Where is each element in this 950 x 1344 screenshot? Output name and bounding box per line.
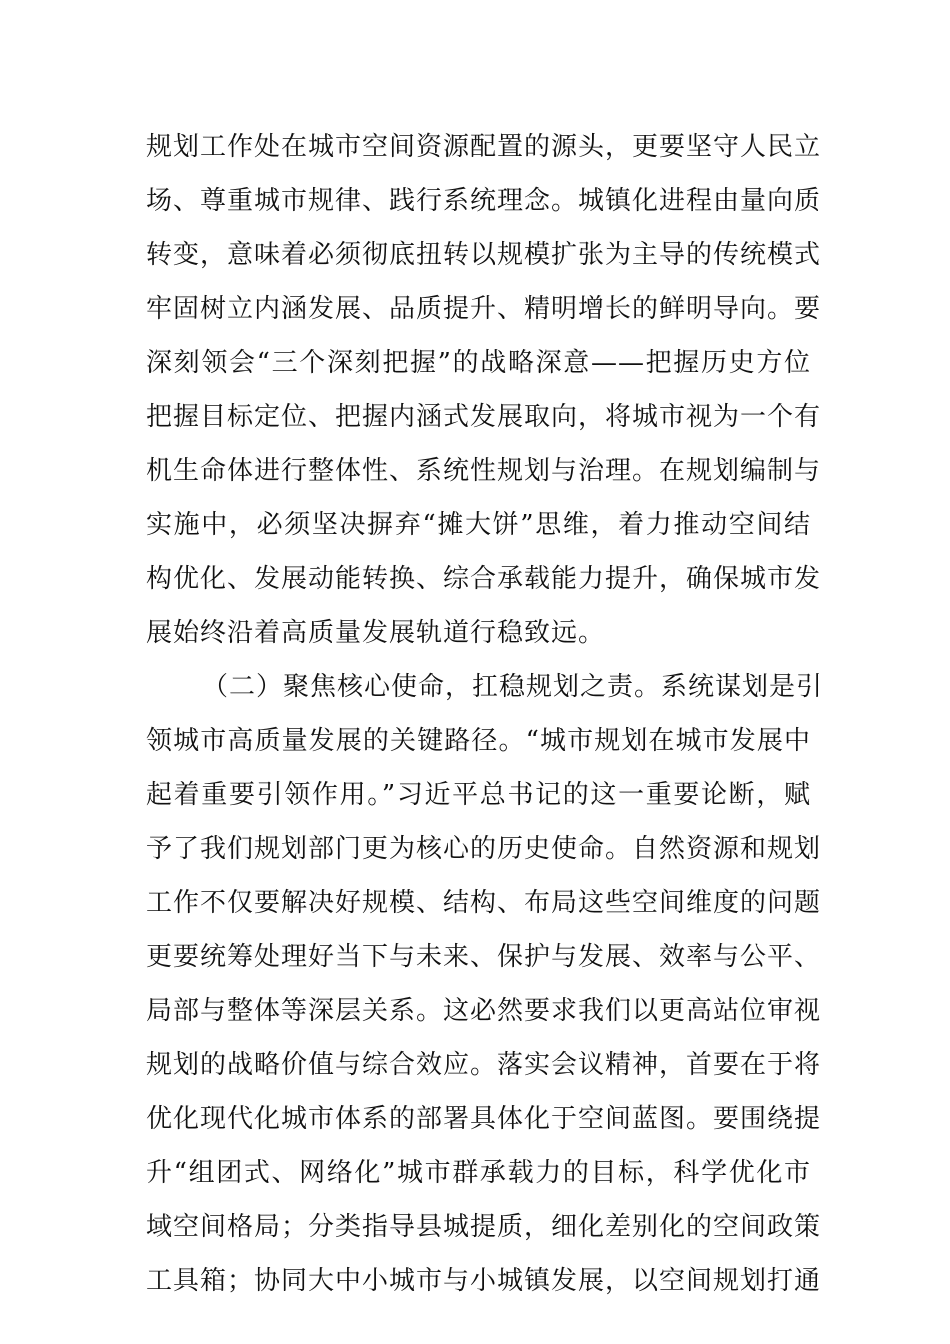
text-line: 构优化、发展动能转换、综合承载能力提升，确保城市发 bbox=[146, 564, 822, 594]
text-line: 场、尊重城市规律、践行系统理念。城镇化进程由量向质 bbox=[146, 186, 822, 216]
text-line: 领城市高质量发展的关键路径。“城市规划在城市发展中 bbox=[146, 726, 811, 756]
text-line: 优化现代化城市体系的部署具体化于空间蓝图。要围绕提 bbox=[146, 1104, 822, 1134]
text-line: 深刻领会“三个深刻把握”的战略深意——把握历史方位 bbox=[146, 348, 811, 378]
text-line: 域空间格局；分类指导县城提质，细化差别化的空间政策 bbox=[146, 1212, 822, 1242]
text-line: 规划工作处在城市空间资源配置的源头，更要坚守人民立 bbox=[146, 132, 822, 162]
text-line: 工具箱；协同大中小城市与小城镇发展，以空间规划打通 bbox=[146, 1266, 822, 1296]
text-line: 更要统筹处理好当下与未来、保护与发展、效率与公平、 bbox=[146, 942, 822, 972]
body-text bbox=[146, 120, 824, 1308]
text-line: 机生命体进行整体性、系统性规划与治理。在规划编制与 bbox=[146, 456, 822, 486]
text-line: 牢固树立内涵发展、品质提升、精明增长的鲜明导向。要 bbox=[146, 294, 822, 324]
text-line: 转变，意味着必须彻底扭转以规模扩张为主导的传统模式 bbox=[146, 240, 822, 270]
text-line: 升“组团式、网络化”城市群承载力的目标，科学优化市 bbox=[146, 1158, 811, 1188]
text-line: 把握目标定位、把握内涵式发展取向，将城市视为一个有 bbox=[146, 402, 822, 432]
text-line: 予了我们规划部门更为核心的历史使命。自然资源和规划 bbox=[146, 834, 822, 864]
text-line: 起着重要引领作用。”习近平总书记的这一重要论断，赋 bbox=[146, 780, 811, 810]
paragraph-end-line: 展始终沿着高质量发展轨道行稳致远。 bbox=[146, 618, 606, 648]
text-line: 规划的战略价值与综合效应。落实会议精神，首要在于将 bbox=[146, 1050, 822, 1080]
text-line: 局部与整体等深层关系。这必然要求我们以更高站位审视 bbox=[146, 996, 822, 1026]
text-line: 工作不仅要解决好规模、结构、布局这些空间维度的问题 bbox=[146, 888, 822, 918]
text-line: 实施中，必须坚决摒弃“摊大饼”思维，着力推动空间结 bbox=[146, 510, 811, 540]
section-heading-line: （二）聚焦核心使命，扛稳规划之责。系统谋划是引 bbox=[202, 672, 824, 702]
